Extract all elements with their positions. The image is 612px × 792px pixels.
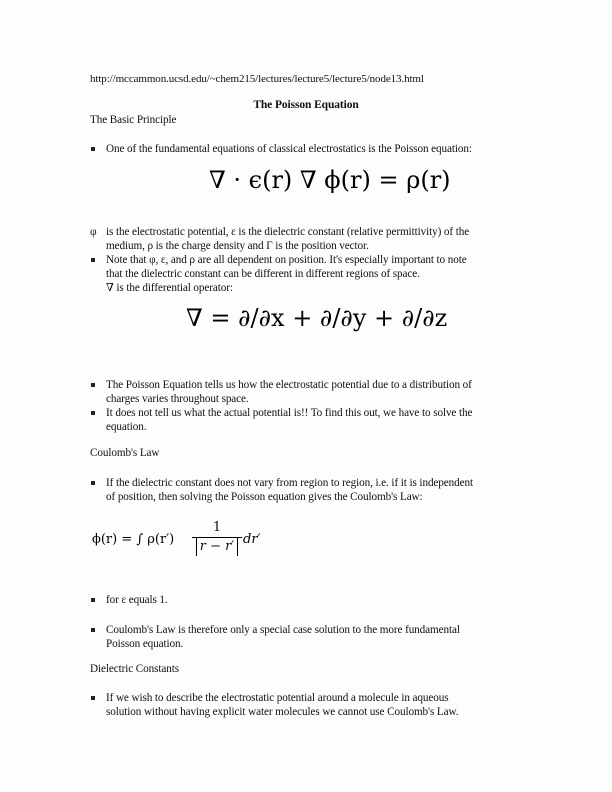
dielectric-bullet-1-line-2: solution without having explicit water molecules we cannot use Coulomb's Law. bbox=[106, 706, 459, 718]
bullet-icon bbox=[91, 696, 95, 700]
definitions-line-2: medium, ρ is the charge density and Γ is the position vector. bbox=[106, 240, 369, 252]
bullet-icon bbox=[91, 383, 95, 387]
basic-principle-bullet-1: One of the fundamental equations of classical electrostatics is the Poisson equation: bbox=[106, 143, 472, 155]
coulombs-law-bullet-3-line-1: Coulomb's Law is therefore only a special case solution to the more fundamental bbox=[106, 624, 460, 636]
basic-principle-bullet-4-line-2: equation. bbox=[106, 421, 147, 433]
bullet-icon bbox=[91, 147, 95, 151]
fraction-numerator: 1 bbox=[212, 520, 222, 535]
coulomb-equation-lhs: ϕ(r) = ∫ ρ(r′) bbox=[92, 532, 175, 547]
phi-symbol: φ bbox=[90, 226, 97, 238]
bullet-icon bbox=[91, 598, 95, 602]
page-title: The Poisson Equation bbox=[253, 99, 359, 111]
bullet-icon bbox=[91, 481, 95, 485]
section-heading-dielectric-constants: Dielectric Constants bbox=[90, 663, 180, 675]
coulombs-law-bullet-1-line-1: If the dielectric constant does not vary from region to region, i.e. if it is independent bbox=[106, 477, 474, 489]
fraction-denominator: r − r′ bbox=[196, 538, 239, 556]
basic-principle-bullet-2-line-1: Note that φ, ε, and ρ are all dependent on position. It's especially important to note bbox=[106, 254, 467, 266]
coulomb-equation-fraction bbox=[192, 520, 242, 556]
del-operator-equation: ∇ = ∂/∂x + ∂/∂y + ∂/∂z bbox=[186, 304, 448, 332]
coulombs-law-bullet-1-line-2: of position, then solving the Poisson equation gives the Coulomb's Law: bbox=[106, 491, 423, 503]
section-heading-coulombs-law: Coulomb's Law bbox=[90, 447, 160, 459]
basic-principle-bullet-3-line-2: charges varies throughout space. bbox=[106, 393, 249, 405]
operator-description: ∇ is the differential operator: bbox=[106, 282, 233, 294]
bullet-icon bbox=[91, 258, 95, 262]
basic-principle-bullet-3-line-1: The Poisson Equation tells us how the electrostatic potential due to a distribution of bbox=[106, 379, 472, 391]
section-heading-basic-principle: The Basic Principle bbox=[90, 114, 177, 126]
bullet-icon bbox=[91, 628, 95, 632]
coulombs-law-bullet-2: for ε equals 1. bbox=[106, 594, 168, 606]
dielectric-bullet-1-line-1: If we wish to describe the electrostatic potential around a molecule in aqueous bbox=[106, 692, 449, 704]
basic-principle-bullet-4-line-1: It does not tell us what the actual potential is!! To find this out, we have to solve the bbox=[106, 407, 473, 419]
poisson-equation: ∇ · ϵ(r) ∇ ϕ(r) = ρ(r) bbox=[209, 166, 451, 194]
basic-principle-bullet-2-line-2: that the dielectric constant can be different in different regions of space. bbox=[106, 268, 420, 280]
bullet-icon bbox=[91, 411, 95, 415]
source-url: http://mccammon.ucsd.edu/~chem215/lectures/lecture5/lecture5/node13.html bbox=[90, 73, 424, 85]
coulombs-law-bullet-3-line-2: Poisson equation. bbox=[106, 638, 184, 650]
definitions-line-1: is the electrostatic potential, ε is the dielectric constant (relative permittivity) of the bbox=[106, 226, 470, 238]
coulomb-equation-differential: dr′ bbox=[243, 532, 261, 547]
